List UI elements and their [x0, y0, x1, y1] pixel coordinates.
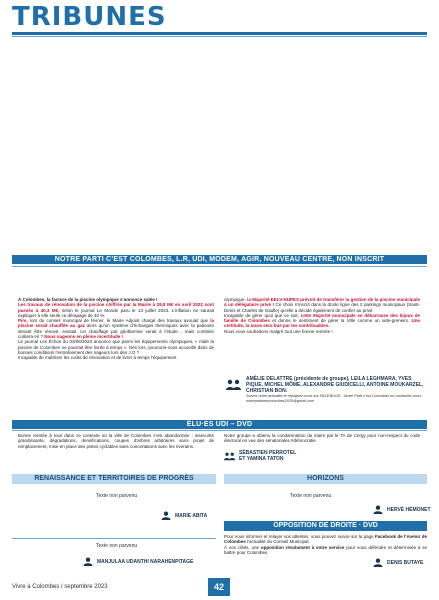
person-icon — [82, 557, 94, 566]
udi-authors-names: SÉBASTIEN PERROTEL ET YAMINA TATON — [239, 450, 297, 462]
section-banner-renaissance: RENAISSANCE ET TERRITOIRES DE PROGRÈS — [12, 474, 216, 484]
main-right-p2: Incapable de gérer quoi que ce soit, cette Majorité municipale se débarrasse des bijoux de famille de Colombes et donne le sentiment de gérer la Ville comme un vide-greniers. Une certitude, la tasse sera bue par les contribuables. — [224, 312, 420, 329]
bottom-left-placeholder: Texte non parvenu — [96, 543, 138, 549]
page-number: 42 — [208, 578, 230, 596]
udi-right-text: Notre groupe a obtenu la condamnation du maire par le TA de Cergy pour non-respect du code électoral en vue des sénatoriales #démocratie — [224, 433, 420, 444]
main-right-p3: Nous vous souhaitons malgré tout une bonne rentrée ! — [224, 328, 333, 334]
section-rule — [12, 430, 427, 431]
renaissance-placeholder: Texte non parvenu — [96, 493, 138, 499]
renaissance-author-name: MARIE ABITA — [175, 512, 208, 519]
main-authors — [246, 376, 424, 403]
main-left-p4: Incapable de maîtriser les coûts de rénovation et de livrer à temps l’équipement — [18, 355, 177, 361]
renaissance-author — [160, 511, 207, 520]
section-banner-notre-parti: NOTRE PARTI C’EST COLOMBES, L.R, UDI, MODEM, AGIR, NOUVEAU CENTRE, NON INSCRIT — [12, 255, 427, 264]
section-rule — [12, 538, 216, 539]
opposition-p1: Pour vous informer et relayer vos attentes, vous pouvez suivre sur la page Facebook de l’Avenir de Colombes l’actualité du Conseil Municipal. — [224, 534, 427, 545]
opposition-author — [372, 558, 423, 567]
footer-publication: Vivre à Colombes / septembre 2023 — [12, 584, 108, 590]
group-people-icon — [224, 452, 236, 461]
horizons-author-name: HERVÉ HÉMONET — [387, 506, 431, 513]
group-people-icon — [226, 379, 242, 391]
section-rule — [12, 266, 427, 267]
section-banner-opposition: OPPOSITION DE DROITE · DVD — [224, 521, 427, 531]
opposition-text — [224, 534, 427, 555]
bottom-left-author-name: MANJULAA UDANTHI NARAHENPITAGE — [97, 558, 194, 565]
bottom-left-author — [82, 557, 193, 566]
main-left-p2: Pire, lors du conseil municipal de février, le Maire Adjoint chargé des travaux avouait que la piscine serait chauffée au gaz alors qu’un système d’échanges thermiques avec la patinoire devant être rénové, existait. Un chauffage par géothermie serait à l’étude… mais combien coûtera-t-il ? Nous nageons en pleine incertitude ! — [18, 318, 214, 340]
person-icon — [372, 505, 384, 514]
header-rule-thin — [12, 36, 427, 37]
main-right-p1: olympique, la Majorité EELV-NUPES prévoit de transférer la gestion de la piscine municipale à un délégataire privé ! Ce choix s’inscrit dans la droite ligne des 2 parkings municipaux (Saint-Denis et Charles de Gaulle) qu’elle a décidé également de confier au privé. — [224, 297, 421, 313]
person-icon — [372, 558, 384, 567]
main-right-column — [224, 297, 420, 334]
header-rule — [12, 32, 427, 35]
person-icon — [160, 511, 172, 520]
opposition-author-name: DENIS BUTAYE — [387, 559, 424, 566]
opposition-p2: À vos côtés, une opposition résolument à votre service pour vous défendre et déterminée à se battre pour Colombes. — [224, 544, 427, 555]
horizons-author — [372, 505, 431, 514]
main-left-column — [18, 297, 214, 361]
udi-authors — [224, 450, 297, 462]
main-headline: À Colombes, la facture de la piscine olympique s’annonce salée ! — [18, 297, 158, 302]
horizons-placeholder: Texte non parvenu — [290, 493, 332, 499]
page-title: TRIBUNES — [12, 2, 167, 32]
section-banner-horizons: HORIZONS — [224, 474, 427, 484]
section-banner-udi: ÉLU·ES UDI – DVD — [12, 420, 427, 429]
udi-left-text: Bonne rentrée à tous dans ce contexte où la ville de Colombes s’est abandonnée : insécurité grandissante, dégradations, densifications, coupes d’arbres arbitraires sans projet de remplacement, mise en place des pistes cyclables sans concertations avec les riverains. — [18, 433, 214, 449]
main-authors-names: AMÉLIE DELATTRE (présidente de groupe), LEILA LEGHMARA, YVES PIQUE, MICHEL MÔME, ALEXANDRE GIUDICELLI, ANTOINE MOUKARZEL, CHRISTIAN BON. — [246, 376, 424, 394]
main-authors-contact: Suivez notre actualité et rejoignez-nous sur FACEBOOK : Notre Parti c’est Colombes ou contactez-nous : notrepartirestcolombes2020@gmail.com — [246, 394, 424, 403]
main-left-p3: Le journal Les Échos du 03/08/2023 annonce que parmi les équipements olympiques, « malé la piscine de Colombes ne pourrait être livrée à temps ». Dès lors, pourrons-nous accueillir dans de bonnes conditions l’entraînement des nageurs lors des J.O ? — [18, 339, 214, 355]
main-left-p1: Les travaux de rénovation de la piscine chiffrés par la Mairie à 28,8 M€ en avril 2022 sont passés à 40,3 M€, selon le journal Le Monde paru le 13 juillet 2023. L’inflation ne saurait expliquer à elle seule ce dérapage de 40 %. — [18, 302, 215, 318]
